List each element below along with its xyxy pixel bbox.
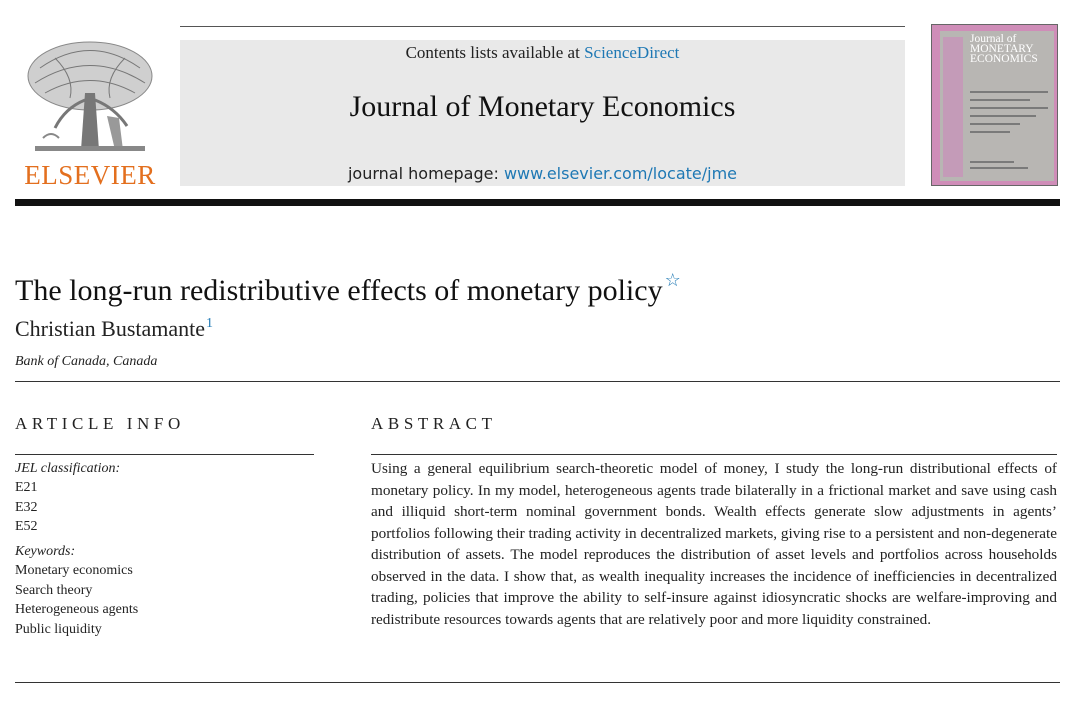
article-info-rule [15,454,314,455]
tree-icon [15,38,165,158]
cover-text-line [970,131,1010,133]
cover-text-line [970,123,1020,125]
journal-cover-thumbnail[interactable] [931,24,1058,186]
article-title-text: The long-run redistributive effects of monetary policy [15,274,663,307]
jel-code: E52 [15,519,38,534]
section-rule [15,381,1060,382]
cover-spine [943,37,963,177]
keyword: Search theory [15,582,93,598]
author-affiliation: Bank of Canada, Canada [15,354,158,369]
keyword: Monetary economics [15,563,133,578]
cover-title: Journal of MONETARY ECONOMICS [970,33,1038,65]
contents-line [180,43,905,63]
journal-banner [180,40,905,186]
header-top-rule [180,26,905,27]
keywords-list [15,561,138,639]
cover-text-line [970,107,1048,109]
abstract-rule [371,454,1057,455]
abstract-heading: ABSTRACT [371,414,497,433]
author-name[interactable]: Christian Bustamante [15,316,206,341]
abstract-text: Using a general equilibrium search-theoretic model of money, I study the long-run distributional effects of monetary policy. In my model, heterogeneous agents trade bilaterally in a frictional market and save using cash and illiquid short-term nominal government bonds. Wealth effects generate slow adjustments in agents’ portfolios following their trading activity in decentralized markets, giving rise to a persistent and non-degenerate distribution of assets. The model reproduces the distribution of asset levels and portfolios across households observed in the data. I show that, as wealth inequality increases the incidence of inefficiencies in decentralized trading, policies that improve the ability to self-insure against idiosyncratic shocks are welfare-improving and redistribute resources towards agents that are relatively poor and more liquidity constrained. [371,460,1057,628]
author-line [15,316,213,342]
cover-text-line [970,99,1030,101]
homepage-prefix: journal homepage: [347,164,504,183]
cover-text-line [970,91,1048,93]
jel-code: E32 [15,499,38,515]
keyword: Heterogeneous agents [15,602,139,617]
cover-text-line [970,115,1036,117]
cover-panel [940,31,1054,181]
author-footnote-marker[interactable]: 1 [206,316,214,331]
article-title [15,270,681,308]
cover-text-line [970,161,1014,163]
jel-code: E21 [15,480,38,495]
cover-text-line [970,167,1028,169]
keyword: Public liquidity [15,621,102,637]
header-thick-rule [15,199,1060,206]
homepage-line [180,164,905,183]
journal-title: Journal of Monetary Economics [349,90,736,123]
elsevier-wordmark: ELSEVIER [24,160,156,190]
jel-list [15,478,38,537]
sciencedirect-link[interactable]: ScienceDirect [584,43,680,62]
title-footnote-star-icon[interactable]: ☆ [664,270,681,290]
homepage-link[interactable]: www.elsevier.com/locate/jme [503,164,738,183]
bottom-rule [15,682,1060,683]
jel-label: JEL classification: [15,461,121,476]
elsevier-logo[interactable] [15,38,165,190]
article-info-heading: ARTICLE INFO [15,414,185,433]
contents-prefix: Contents lists available at [405,43,585,62]
keywords-label: Keywords: [15,544,76,559]
